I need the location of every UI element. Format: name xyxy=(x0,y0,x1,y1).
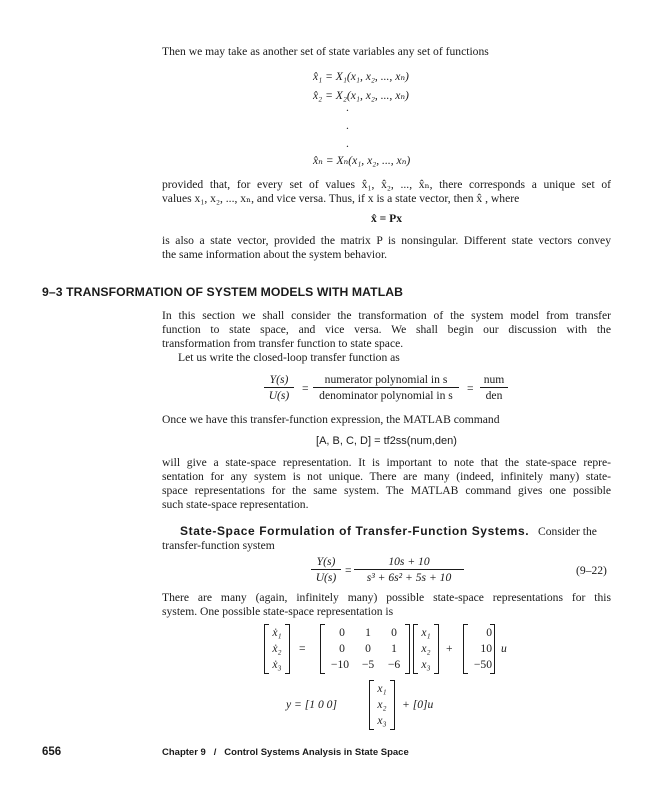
chapter-footer: Chapter 9 / Control Systems Analysis in State Space xyxy=(162,747,409,758)
para4-line-1: will give a state-space representation. It is important to note that the state-space repre- xyxy=(162,456,611,469)
para4-line-3: space representations for the same system. The MATLAB command gives one possible xyxy=(162,484,611,497)
b-2: 10 xyxy=(480,642,492,655)
para1-line-3: transformation from transfer function to state space. xyxy=(162,337,404,350)
equation-number: (9–22) xyxy=(576,564,607,577)
matlab-command: [A, B, C, D] = tf2ss(num,den) xyxy=(316,435,457,447)
para5-line-2: system. One possible state-space representation is xyxy=(162,605,394,618)
state-function-n: x̂ₙ = Xₙ(x₁, x₂, ..., xₙ) xyxy=(313,154,411,167)
output-rhs: + [0]u xyxy=(402,698,434,711)
subheading-title: State-Space Formulation of Transfer-Function Systems. xyxy=(180,524,530,538)
section-heading: 9–3 TRANSFORMATION OF SYSTEM MODELS WITH MATLAB xyxy=(42,285,404,299)
y-x-2: x₂ xyxy=(377,698,387,711)
page-number: 656 xyxy=(42,746,62,758)
a-21: 0 xyxy=(339,642,345,655)
vertical-dot-1: . xyxy=(346,101,349,114)
section-paragraph-1 xyxy=(162,309,611,351)
subheading-rest: Consider the xyxy=(538,525,597,538)
a-22: 0 xyxy=(365,642,371,655)
para4-line-2: sentation for any system is not unique. There are many (indeed, infinitely many) state- xyxy=(162,470,611,483)
section-paragraph-3: Once we have this transfer-function expression, the MATLAB command xyxy=(162,413,500,426)
provided-line-3: is also a state vector, provided the matrix P is nonsingular. Different state vectors convey xyxy=(162,234,611,247)
output-lhs: y = [1 0 0] xyxy=(286,698,337,711)
xdot-3: ẋ₃ xyxy=(272,658,282,671)
section-paragraph-4 xyxy=(162,456,611,512)
para1-line-1: In this section we shall consider the transformation of the system model from transfer xyxy=(162,309,611,322)
a-13: 0 xyxy=(391,626,397,639)
intro-text: Then we may take as another set of state variables any set of functions xyxy=(162,45,489,58)
transform-equation: x̂ = Px xyxy=(370,212,403,225)
y-x-3: x₃ xyxy=(377,714,387,727)
state-function-2: x̂₂ = X₂(x₁, x₂, ..., xₙ) xyxy=(313,89,409,102)
y-x-1: x₁ xyxy=(377,682,387,695)
a-32: −5 xyxy=(361,658,375,671)
tf-general-rhs: num den xyxy=(480,373,508,403)
state-equals: = xyxy=(299,642,306,655)
a-23: 1 xyxy=(391,642,397,655)
tf-general-middle: numerator polynomial in s denominator polynomial in s xyxy=(313,373,459,403)
tf-general-equals-2: = xyxy=(467,382,474,395)
xdot-1: ẋ₁ xyxy=(272,626,282,639)
a-11: 0 xyxy=(339,626,345,639)
para4-line-4: such state-space representation. xyxy=(162,498,309,511)
a-left-bracket xyxy=(320,624,325,674)
tf-example-equals: = xyxy=(345,564,352,577)
subheading-line-2: transfer-function system xyxy=(162,539,275,552)
state-plus: + xyxy=(446,642,453,655)
state-function-1: x̂₁ = X₁(x₁, x₂, ..., xₙ) xyxy=(313,70,409,83)
a-33: −6 xyxy=(387,658,401,671)
provided-paragraph-2 xyxy=(162,234,611,262)
subheading xyxy=(180,524,529,539)
b-3: −50 xyxy=(473,658,492,671)
tf-example-lhs: $\frac{Y(s)}{U(s)}$ xyxy=(311,555,341,585)
xdot-2: ẋ₂ xyxy=(272,642,282,655)
x-2: x₂ xyxy=(421,642,431,655)
provided-paragraph xyxy=(162,178,611,206)
vertical-dot-2: . xyxy=(346,119,349,132)
provided-line-4: the same information about the system behavior. xyxy=(162,248,388,261)
tf-general-equals-1: = xyxy=(302,382,309,395)
a-12: 1 xyxy=(365,626,371,639)
section-paragraph-5 xyxy=(162,591,611,619)
tf-example-rhs: $\frac{10s + 10}{\text{s³ + 6s² + 5s + 10}}$ xyxy=(354,555,464,585)
provided-line-2: values x₁, x₂, ..., xₙ, and vice versa. Thus, if x is a state vector, then x̂ , where xyxy=(162,192,520,205)
para5-line-1: There are many (again, infinitely many) possible state-space representations for this xyxy=(162,591,611,604)
input-u: u xyxy=(501,642,507,655)
x-1: x₁ xyxy=(421,626,431,639)
section-paragraph-2: Let us write the closed-loop transfer function as xyxy=(178,351,400,364)
para1-line-2: function to state space, and vice versa. We shall begin our discussion with the xyxy=(162,323,611,336)
provided-line-1: provided that, for every set of values x̂₁, x̂₂, ..., x̂ₙ, there corresponds a unique set of xyxy=(162,178,611,191)
tf-general-lhs: $\frac{Y(s)}{U(s)}$ xyxy=(264,373,294,403)
a-31: −10 xyxy=(330,658,350,671)
vertical-dot-3: . xyxy=(346,137,349,150)
x-3: x₃ xyxy=(421,658,431,671)
b-1: 0 xyxy=(486,626,492,639)
